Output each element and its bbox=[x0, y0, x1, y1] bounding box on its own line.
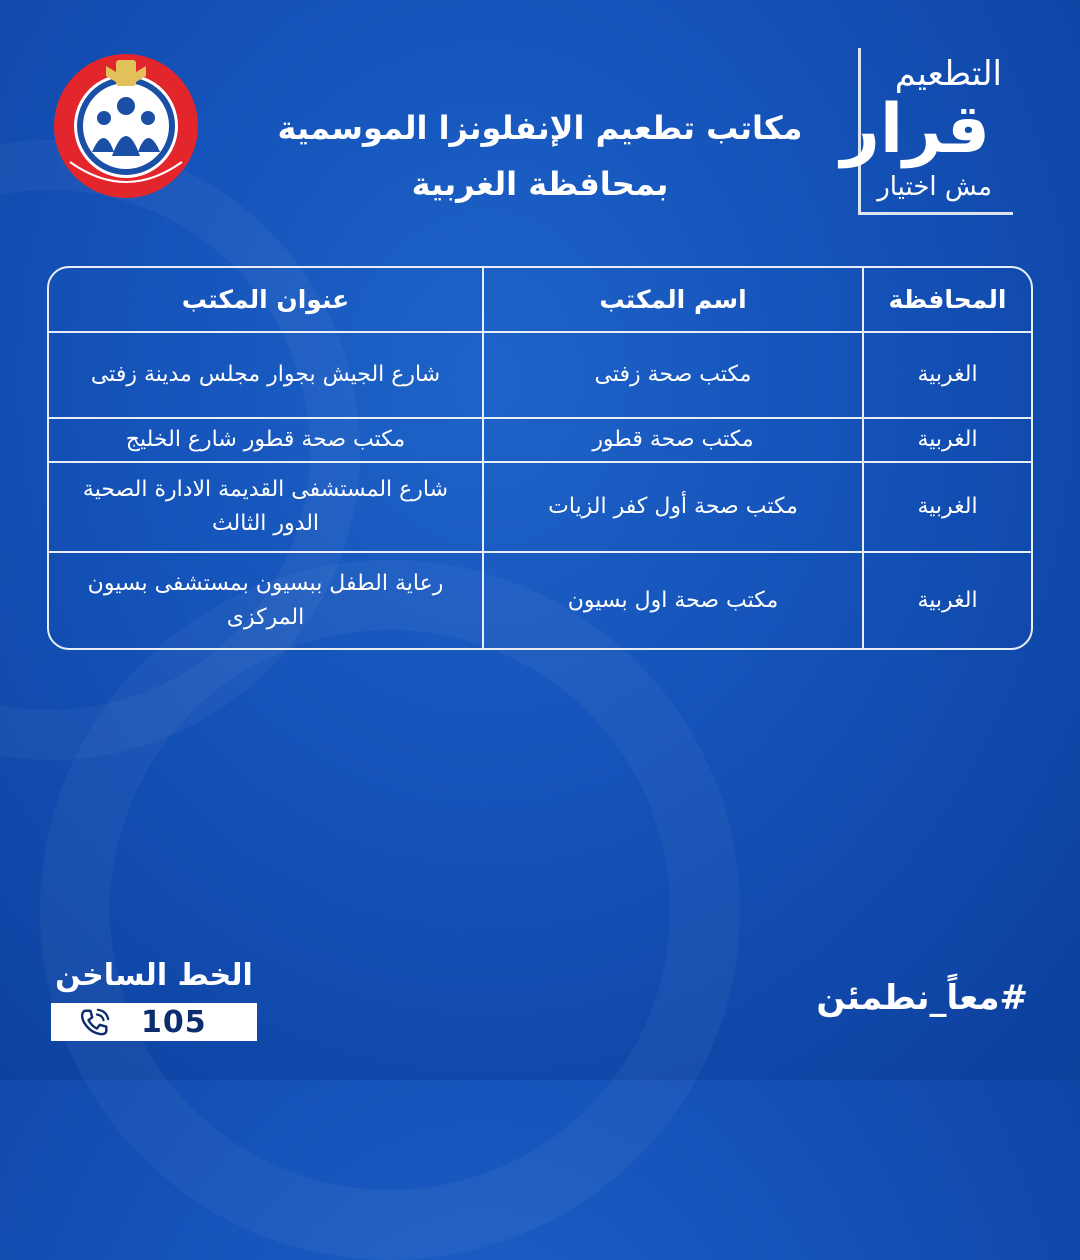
slogan-line-3: مش اختيار bbox=[877, 172, 992, 202]
hotline-box bbox=[51, 1003, 257, 1041]
cell-governorate: الغربية bbox=[862, 333, 1031, 417]
header-office-name: اسم المكتب bbox=[482, 268, 862, 332]
cell-office-name: مكتب صحة اول بسيون bbox=[482, 553, 862, 648]
header-office-address: عنوان المكتب bbox=[181, 285, 350, 314]
table-header-row bbox=[49, 268, 1031, 332]
header-governorate: المحافظة bbox=[862, 268, 1031, 332]
title-line-2: بمحافظة الغربية bbox=[411, 165, 669, 203]
cell-office-address: شارع المستشفى القديمة الادارة الصحية الدور الثالث bbox=[82, 477, 449, 536]
hotline-number: 105 bbox=[141, 1004, 207, 1040]
ministry-logo bbox=[52, 52, 200, 200]
table-row bbox=[49, 553, 1031, 648]
cell-office-name: مكتب صحة أول كفر الزيات bbox=[482, 463, 862, 551]
table-row bbox=[49, 333, 1031, 417]
table-row bbox=[49, 419, 1031, 461]
phone-icon bbox=[77, 1007, 115, 1037]
cell-office-address: رعاية الطفل ببسيون بمستشفى بسيون المركزى bbox=[87, 570, 444, 630]
title-line-1: مكاتب تطعيم الإنفلونزا الموسمية bbox=[277, 109, 803, 147]
ministry-emblem-icon bbox=[52, 52, 200, 200]
cell-governorate: الغربية bbox=[862, 463, 1031, 551]
offices-table bbox=[47, 266, 1033, 650]
hotline-label: الخط الساخن bbox=[55, 958, 253, 993]
cell-office-address: مكتب صحة قطور شارع الخليج bbox=[125, 427, 406, 452]
table-row bbox=[49, 463, 1031, 551]
slogan-badge bbox=[840, 48, 1012, 216]
slogan-line-2: قرار bbox=[840, 90, 990, 169]
cell-office-address: شارع الجيش بجوار مجلس مدينة زفتى bbox=[90, 362, 441, 387]
cell-governorate: الغربية bbox=[862, 419, 1031, 461]
cell-office-name: مكتب صحة قطور bbox=[482, 419, 862, 461]
slogan-line-1: التطعيم bbox=[894, 54, 1002, 94]
cell-governorate: الغربية bbox=[862, 553, 1031, 648]
cell-office-name: مكتب صحة زفتى bbox=[482, 333, 862, 417]
campaign-hashtag: #معاً_نطمئن bbox=[816, 978, 1028, 1018]
page-title bbox=[200, 100, 880, 212]
